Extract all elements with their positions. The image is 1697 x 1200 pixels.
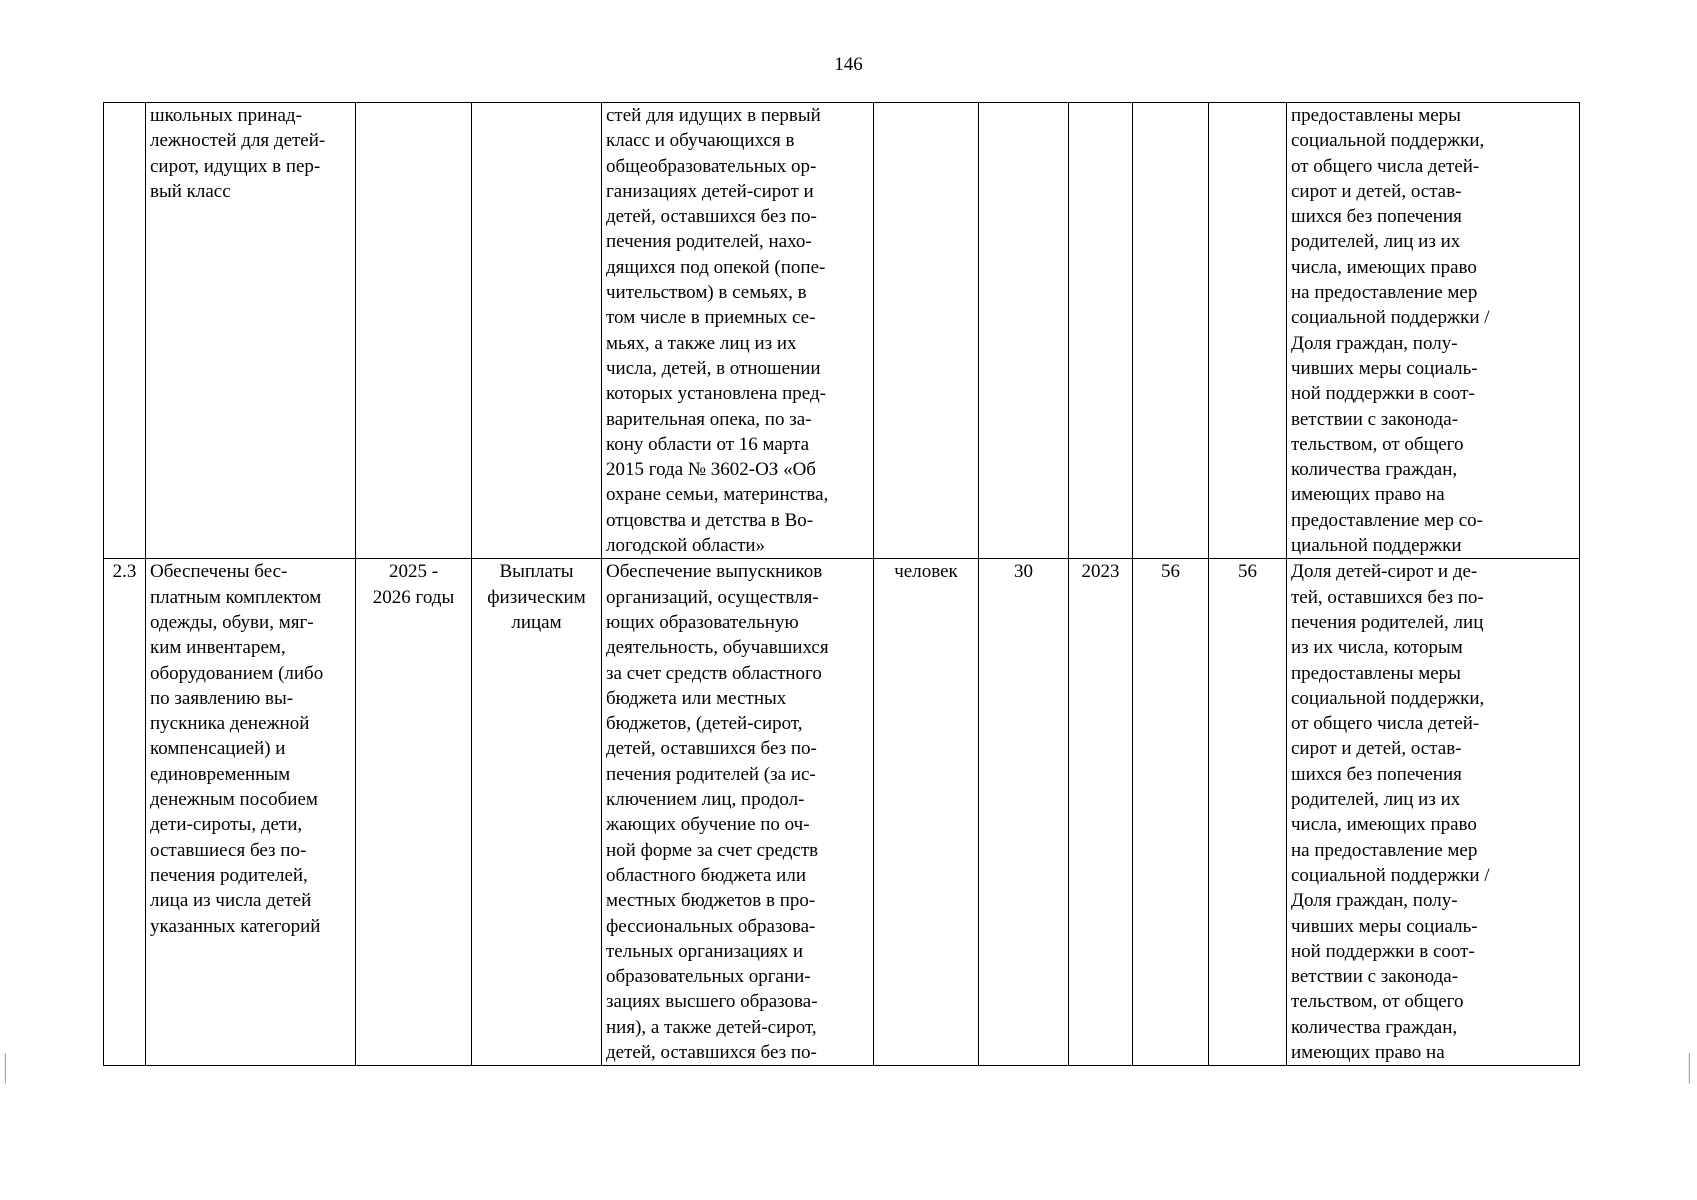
- page-number: 146: [834, 54, 863, 75]
- description-cell: стей для идущих в первый класс и обучающихся в общеобразовательных ор- ганизациях детей-сирот и детей, оставшихся без по- печения родителей, нахо- дящихся под опекой (попе- чительством) в семьях, в том числе в приемных се- мьях, а также лиц из их числа, детей, в отношении которых установлена пред- варительная опека, по за- кону области от 16 марта 2015 года № 3602-ОЗ «Об охране семьи, материнства, отцовства и детства в Во- логодской области»: [602, 103, 874, 559]
- value-2026-cell: [1209, 103, 1287, 559]
- period-cell: 2025 - 2026 годы: [356, 559, 472, 1066]
- base-value-cell: 30: [979, 559, 1069, 1066]
- value-2026-cell: 56: [1209, 559, 1287, 1066]
- measures-table: [103, 102, 1580, 1066]
- row-number-cell: 2.3: [104, 559, 146, 1066]
- description-cell: Обеспечение выпускников организаций, осуществля- ющих образовательную деятельность, обучавшихся за счет средств областного бюджета или местных бюджетов, (детей-сирот, детей, оставшихся без по- печения родителей (за ис- ключением лиц, продол- жающих обучение по оч- ной форме за счет средств областного бюджета или местных бюджетов в про- фессиональных образова- тельных организациях и образовательных органи- зациях высшего образова- ния), а также детей-сирот, детей, оставшихся без по-: [602, 559, 874, 1066]
- unit-cell: человек: [874, 559, 979, 1066]
- type-cell: Выплаты физическим лицам: [472, 559, 602, 1066]
- base-year-cell: [1069, 103, 1133, 559]
- table-row: [104, 559, 1580, 1066]
- right-margin-marks: | | |: [1688, 1050, 1691, 1084]
- result-cell: школьных принад- лежностей для детей- сирот, идущих в пер- вый класс: [146, 103, 356, 559]
- indicator-cell: предоставлены меры социальной поддержки, от общего числа детей- сирот и детей, остав- шихся без попечения родителей, лиц из их числа, имеющих право на предоставление мер социальной поддержки / Доля граждан, полу- чивших меры социаль- ной поддержки в соот- ветствии с законода- тельством, от общего количества граждан, имеющих право на предоставление мер со- циальной поддержки: [1287, 103, 1580, 559]
- indicator-cell: Доля детей-сирот и де- тей, оставшихся без по- печения родителей, лиц из их числа, которым предоставлены меры социальной поддержки, от общего числа детей- сирот и детей, остав- шихся без попечения родителей, лиц из их числа, имеющих право на предоставление мер социальной поддержки / Доля граждан, полу- чивших меры социаль- ной поддержки в соот- ветствии с законода- тельством, от общего количества граждан, имеющих право на: [1287, 559, 1580, 1066]
- table-row: [104, 103, 1580, 559]
- type-cell: [472, 103, 602, 559]
- result-cell: Обеспечены бес- платным комплектом одежды, обуви, мяг- ким инвентарем, оборудованием (либо по заявлению вы- пускника денежной компенсацией) и единовременным денежным пособием дети-сироты, дети, оставшиеся без по- печения родителей, лица из числа детей указанных категорий: [146, 559, 356, 1066]
- value-2025-cell: [1133, 103, 1209, 559]
- unit-cell: [874, 103, 979, 559]
- left-margin-marks: | | |: [4, 1050, 7, 1084]
- value-2025-cell: 56: [1133, 559, 1209, 1066]
- row-number-cell: [104, 103, 146, 559]
- period-cell: [356, 103, 472, 559]
- base-value-cell: [979, 103, 1069, 559]
- base-year-cell: 2023: [1069, 559, 1133, 1066]
